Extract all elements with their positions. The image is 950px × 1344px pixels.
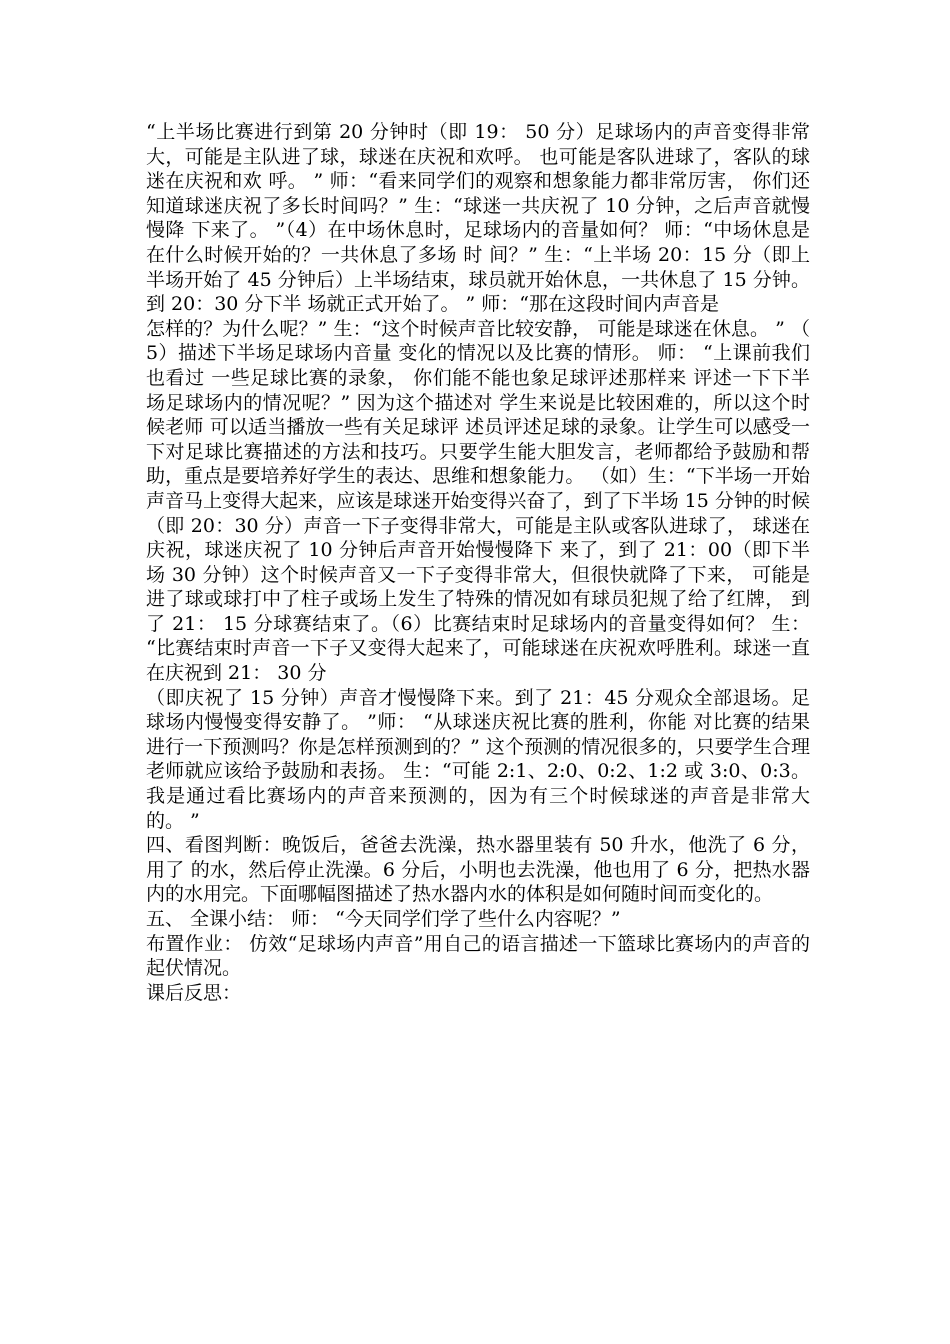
paragraph-prediction: （即庆祝了 15 分钟）声音才慢慢降下来。到了 21：45 分观众全部退场。足球场内慢慢变得安静了。 ”师： “从球迷庆祝比赛的胜利，你能 对比赛的结果进行一下预测吗？你是怎样预测到的？” 这个预测的情况很多的，只要学生合理老师就应该给予鼓励和表扬。 生：“可能 2:1、2:0、0:2、1:2 或 3:0、0:3。我是通过看比赛场内的声音来预测的，因为有三个时候球迷的声音是非常大的。 ” [146, 686, 810, 832]
document-page [146, 120, 810, 1005]
paragraph-homework: 布置作业： 仿效“足球场内声音”用自己的语言描述一下篮球比赛场内的声音的起伏情况。 [146, 932, 810, 980]
paragraph-reflection: 课后反思： [146, 981, 242, 1004]
paragraph-section-five: 五、 全课小结： 师： “今天同学们学了些什么内容呢？” [146, 908, 621, 930]
paragraph-first-half: “上半场比赛进行到第 20 分钟时（即 19： 50 分）足球场内的声音变得非常大，可能是主队进了球，球迷在庆祝和欢呼。 也可能是客队进球了，客队的球迷在庆祝和欢 呼。 ” 师：“看来同学们的观察和想象能力都非常厉害， 你们还知道球迷庆祝了多长时间吗？” 生：“球迷一共庆祝了 10 分钟，之后声音就慢慢降 下来了。 ”（4）在中场休息时，足球场内的音量如何？ 师：“中场休息是在什么时候开始的？一共休息了多场 时 间？” 生：“上半场 20：15 分（即上半场开始了 45 分钟后）上半场结束，球员就开始休息，一共休息了 15 分钟。到 20：30 分下半 场就正式开始了。 ” 师：“那在这段时间内声音是 [146, 121, 810, 316]
paragraph-section-four: 四、看图判断：晚饭后，爸爸去洗澡，热水器里装有 50 升水，他洗了 6 分，用了 的水，然后停止洗澡。6 分后，小明也去洗澡，他也用了 6 分，把热水器内的水用完。下面哪幅图描述了热水器内水的体积是如何随时间而变化的。 [146, 834, 810, 906]
paragraph-second-half: 怎样的？为什么呢？” 生：“这个时候声音比较安静， 可能是球迷在休息。 ” （ 5）描述下半场足球场内音量 变化的情况以及比赛的情形。 师： “上课前我们也看过 一些足球比赛的录象， 你们能不能也象足球评述那样来 评述一下下半场足球场内的情况呢？” 因为这个描述对 学生来说是比较困难的，所以这个时候老师 可以适当播放一些有关足球评 述员评述足球的录象。让学生可以感受一下对足球比赛描述的方法和技巧。只要学生能大胆发言，老师都给予鼓励和帮助，重点是要培养好学生的表达、思维和想象能力。 （如）生：“下半场一开始声音马上变得大起来，应该是球迷开始变得兴奋了，到了下半场 15 分钟的时候（即 20：30 分）声音一下子变得非常大，可能是主队或客队进球了， 球迷在庆祝，球迷庆祝了 10 分钟后声音开始慢慢降下 来了，到了 21：00（即下半场 30 分钟）这个时候声音又一下子变得非常大，但很快就降了下来， 可能是进了球或球打中了柱子或场上发生了特殊的情况如有球员犯规了给了红牌， 到了 21： 15 分球赛结束了。（6）比赛结束时足球场内的音量变得如何？ 生： “比赛结束时声音一下子又变得大起来了，可能球迷在庆祝欢呼胜利。球迷一直在庆祝到 21： 30 分 [146, 317, 810, 685]
